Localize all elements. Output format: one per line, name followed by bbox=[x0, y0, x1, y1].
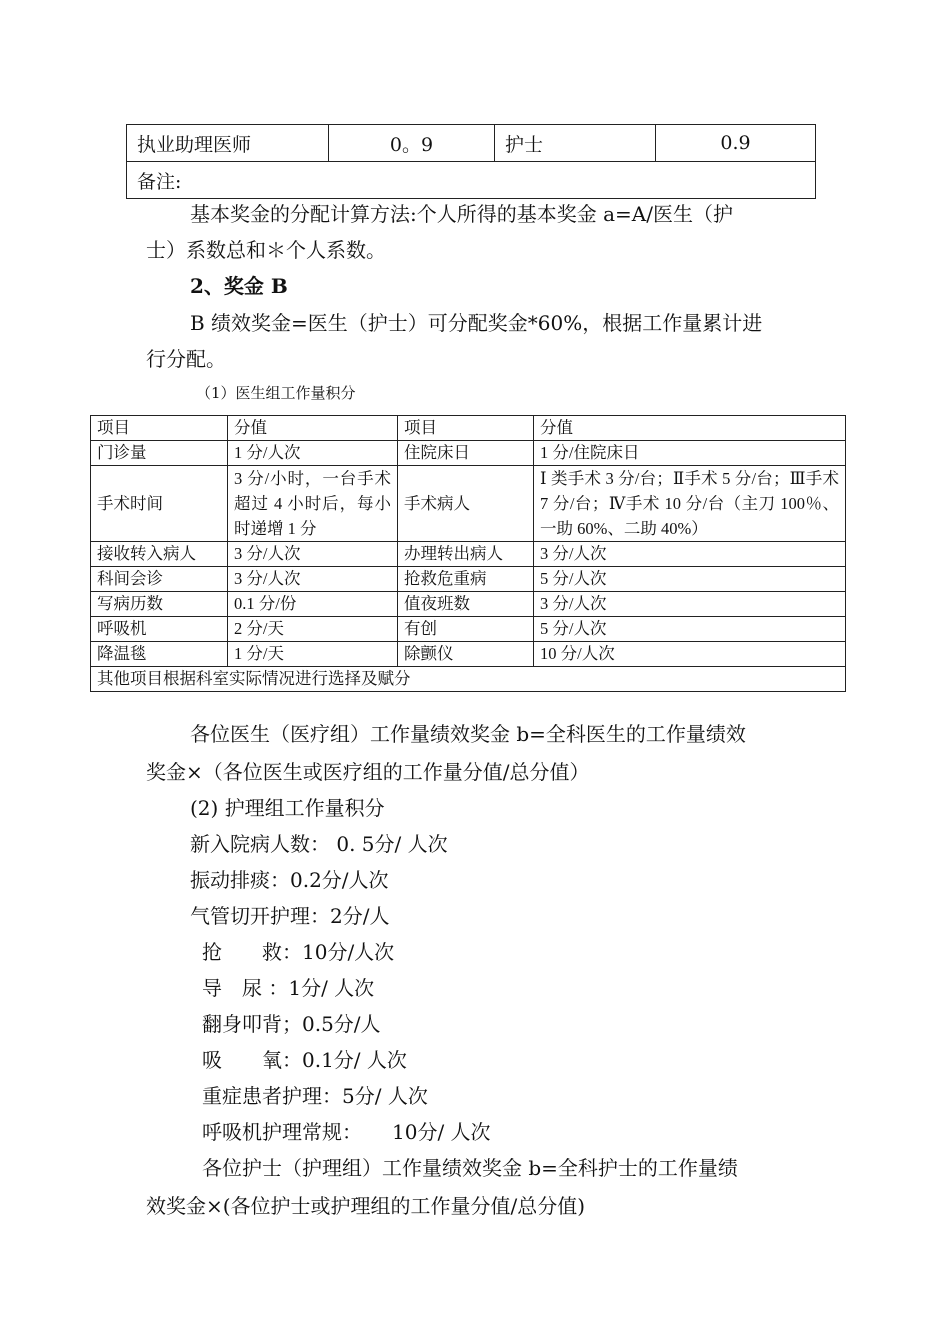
table-cell: 接收转入病人 bbox=[91, 542, 228, 567]
nursing-item: 呼吸机护理常规： 10分/ 人次 bbox=[202, 1120, 491, 1144]
basic-bonus-line2: 士）系数总和＊个人系数。 bbox=[146, 238, 386, 262]
table-row bbox=[91, 642, 846, 667]
table-footer-cell: 其他项目根据科室实际情况进行选择及赋分 bbox=[91, 667, 846, 692]
table-cell: 0。9 bbox=[329, 125, 495, 162]
table-footer-row bbox=[91, 667, 846, 692]
table-row bbox=[91, 617, 846, 642]
table-cell: 3 分/人次 bbox=[534, 592, 846, 617]
table-cell: 3 分/小时，一台手术超过 4 小时后，每小时递增 1 分 bbox=[228, 466, 398, 542]
table-cell: 3 分/人次 bbox=[228, 542, 398, 567]
table-row bbox=[127, 125, 816, 162]
nursing-item: 振动排痰：0.2分/人次 bbox=[190, 868, 389, 892]
column-header: 项目 bbox=[91, 416, 228, 441]
doctor-formula-line2: 奖金×（各位医生或医疗组的工作量分值/总分值） bbox=[146, 760, 590, 784]
nursing-item: 吸 氧：0.1分/ 人次 bbox=[202, 1048, 407, 1072]
table-cell: 降温毯 bbox=[91, 642, 228, 667]
table-row bbox=[91, 592, 846, 617]
table-row bbox=[91, 542, 846, 567]
table-header-row bbox=[91, 416, 846, 441]
bonus-b-line1: B 绩效奖金=医生（护士）可分配奖金*60%，根据工作量累计进 bbox=[190, 311, 763, 335]
nursing-item: 导 尿 ：1分/ 人次 bbox=[202, 976, 375, 1000]
section-heading: 2、奖金 B bbox=[190, 274, 288, 298]
basic-bonus-line1: 基本奖金的分配计算方法:个人所得的基本奖金 a=A/医生（护 bbox=[190, 202, 733, 226]
table-cell: 有创 bbox=[398, 617, 534, 642]
table-cell: 办理转出病人 bbox=[398, 542, 534, 567]
nursing-item: 新入院病人数： 0. 5分/ 人次 bbox=[190, 832, 448, 856]
table-cell: 呼吸机 bbox=[91, 617, 228, 642]
table-cell: 1 分/天 bbox=[228, 642, 398, 667]
table-row bbox=[91, 441, 846, 466]
table-cell: 1 分/人次 bbox=[228, 441, 398, 466]
table-cell: 住院床日 bbox=[398, 441, 534, 466]
nursing-item: 重症患者护理：5分/ 人次 bbox=[202, 1084, 428, 1108]
table-cell: 0.9 bbox=[656, 125, 816, 162]
table-cell: 手术病人 bbox=[398, 466, 534, 542]
table-cell: 执业助理医师 bbox=[127, 125, 329, 162]
column-header: 项目 bbox=[398, 416, 534, 441]
table-cell: 3 分/人次 bbox=[228, 567, 398, 592]
table-row bbox=[91, 567, 846, 592]
table-cell: 科间会诊 bbox=[91, 567, 228, 592]
bonus-b-line2: 行分配。 bbox=[146, 347, 226, 371]
nursing-item: 翻身叩背；0.5分/人 bbox=[202, 1012, 381, 1036]
doctor-points-table bbox=[90, 415, 846, 692]
coefficient-table bbox=[126, 124, 816, 199]
nursing-item: 抢 救：10分/人次 bbox=[202, 940, 395, 964]
table-cell: 0.1 分/份 bbox=[228, 592, 398, 617]
table-row bbox=[127, 162, 816, 199]
column-header: 分值 bbox=[228, 416, 398, 441]
note-cell: 备注: bbox=[127, 162, 816, 199]
table-cell: 护士 bbox=[495, 125, 656, 162]
nursing-heading: (2) 护理组工作量积分 bbox=[190, 796, 385, 820]
table-cell: 值夜班数 bbox=[398, 592, 534, 617]
table-cell: 5 分/人次 bbox=[534, 617, 846, 642]
nurse-formula-line1: 各位护士（护理组）工作量绩效奖金 b=全科护士的工作量绩 bbox=[202, 1156, 738, 1180]
column-header: 分值 bbox=[534, 416, 846, 441]
table-cell: 5 分/人次 bbox=[534, 567, 846, 592]
table-cell: 2 分/天 bbox=[228, 617, 398, 642]
table-cell: 1 分/住院床日 bbox=[534, 441, 846, 466]
nursing-item: 气管切开护理：2分/人 bbox=[190, 904, 390, 928]
table-cell: Ⅰ 类手术 3 分/台；Ⅱ手术 5 分/台；Ⅲ手术 7 分/台；Ⅳ手术 10 分/台（主刀 100％、一助 60%、二助 40%） bbox=[534, 466, 846, 542]
table-cell: 写病历数 bbox=[91, 592, 228, 617]
table-row bbox=[91, 466, 846, 542]
nurse-formula-line2: 效奖金×(各位护士或护理组的工作量分值/总分值) bbox=[146, 1194, 586, 1218]
table-cell: 除颤仪 bbox=[398, 642, 534, 667]
table-caption: （1）医生组工作量积分 bbox=[196, 384, 356, 402]
table-cell: 3 分/人次 bbox=[534, 542, 846, 567]
table-cell: 抢救危重病 bbox=[398, 567, 534, 592]
table-cell: 手术时间 bbox=[91, 466, 228, 542]
doctor-formula-line1: 各位医生（医疗组）工作量绩效奖金 b=全科医生的工作量绩效 bbox=[190, 722, 746, 746]
table-cell: 门诊量 bbox=[91, 441, 228, 466]
table-cell: 10 分/人次 bbox=[534, 642, 846, 667]
